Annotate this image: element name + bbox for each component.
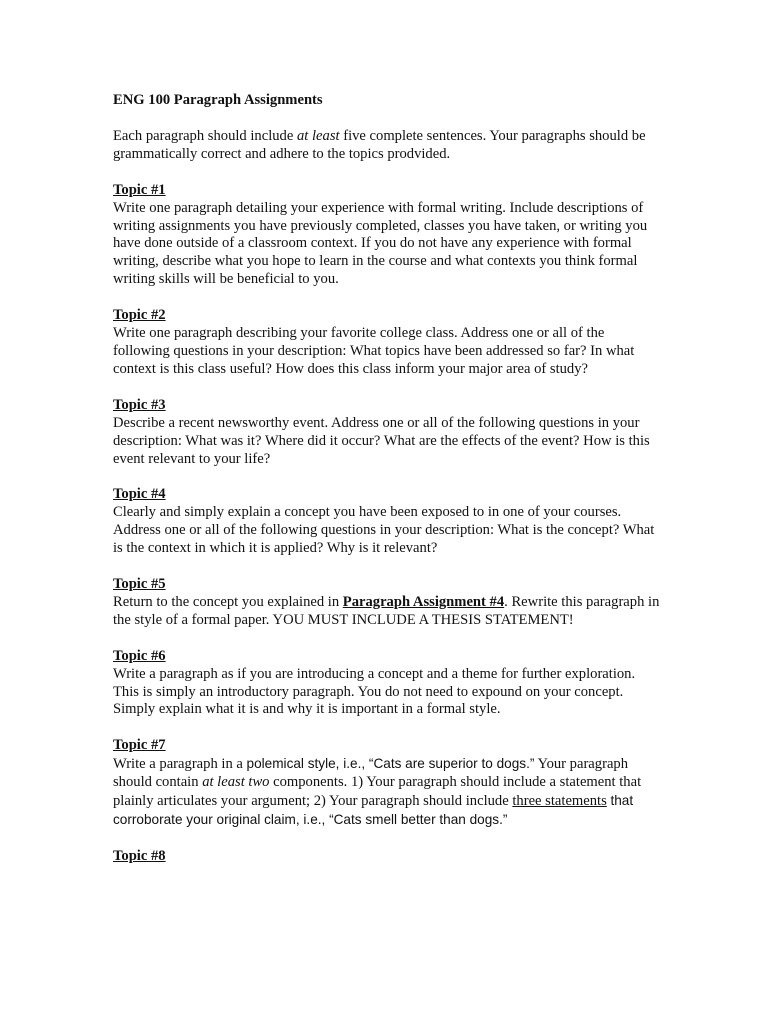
intro-text-after: five complete sentences. Your paragraphs should be grammatically correct and adhere to the topics prodvided. [113, 127, 646, 162]
document-title: ENG 100 Paragraph Assignments [113, 92, 323, 108]
topic-1 [113, 182, 661, 289]
underlined-text: three statements [512, 793, 607, 810]
topic-heading: Topic #6 [113, 647, 166, 664]
topic-heading: Topic #8 [113, 847, 166, 864]
topic-heading: Topic #4 [113, 486, 166, 503]
topic-body-before: Return to the concept you explained in [113, 593, 343, 610]
topic-5 [113, 576, 661, 630]
polemical-example: polemical style, i.e., “Cats are superior to dogs.” [246, 756, 535, 772]
document-content [113, 92, 661, 884]
topic-7 [113, 737, 661, 830]
intro-text-before: Each paragraph should include [113, 127, 297, 144]
topic-body-after: . Rewrite this paragraph in the style of a formal paper. YOU MUST INCLUDE A THESIS STATEMENT! [113, 593, 660, 628]
topic-heading: Topic #3 [113, 396, 166, 413]
topic-6 [113, 648, 661, 720]
topic-body: Clearly and simply explain a concept you have been exposed to in one of your courses. Address one or all of the following questions in your description: What is the concept? What is the context in which it is applied? Why is it relevant? [113, 504, 655, 557]
emphasis-text: at least two [202, 774, 270, 791]
topic-heading: Topic #7 [113, 737, 166, 754]
topic-body-part: Write a paragraph in a [113, 756, 247, 773]
topic-body [113, 594, 661, 630]
intro-paragraph [113, 128, 661, 164]
topic-body: Write one paragraph detailing your experience with formal writing. Include descriptions of writing assignments you have previously completed, classes you have taken, or writing you have done outside of a classroom context. If you do not have any experience with formal writing, describe what you hope to learn in the course and what contexts you think formal writing skills will be beneficial to you. [113, 199, 648, 288]
topic-heading: Topic #5 [113, 576, 166, 593]
topic-body: Write one paragraph describing your favorite college class. Address one or all of the following questions in your description: What topics have been addressed so far? In what context is this class useful? How does this class inform your major area of study? [113, 325, 635, 377]
intro-emphasis: at least [296, 127, 340, 144]
topic-body-part: Your paragraph should contain [113, 756, 629, 791]
topic-2 [113, 307, 661, 379]
paragraph-assignment-reference: Paragraph Assignment #4 [342, 593, 505, 610]
topic-4 [113, 486, 661, 558]
topic-body: Write a paragraph as if you are introducing a concept and a theme for further exploration. This is simply an introductory paragraph. You do not need to expound on your concept. Simply explain what it is and why it is important in a formal style. [113, 665, 636, 718]
topic-heading: Topic #1 [113, 181, 166, 198]
topic-body: Describe a recent newsworthy event. Address one or all of the following questions in your description: What was it? Where did it occur? What are the effects of the event? How is this event relevant to your life? [113, 414, 650, 467]
topic-8 [113, 848, 661, 866]
topic-3 [113, 397, 661, 469]
topic-heading: Topic #2 [113, 307, 166, 324]
corroborating-example: that corroborate your original claim, i.e., “Cats smell better than dogs.” [113, 793, 634, 827]
topic-body [113, 755, 661, 830]
topic-body-part: components. 1) Your paragraph should include a statement that plainly articulates your argument; 2) Your paragraph should include [113, 774, 642, 810]
